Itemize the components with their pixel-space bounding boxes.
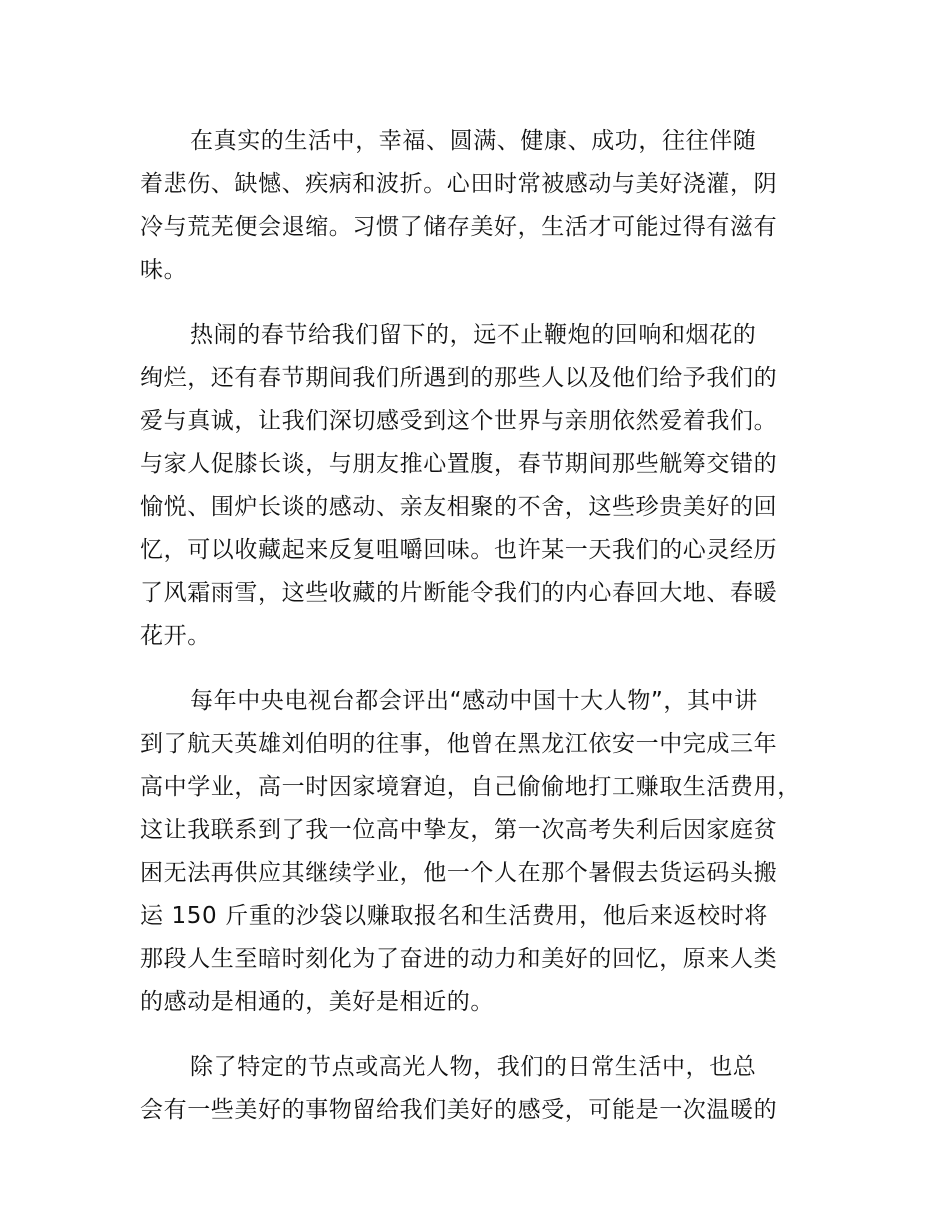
paragraph-line: 到了航天英雄刘伯明的往事，他曾在黑龙江依安一中完成三年	[140, 731, 778, 757]
paragraph-line: 除了特定的节点或高光人物，我们的日常生活中，也总	[190, 1054, 757, 1080]
paragraph-line: 热闹的春节给我们留下的，远不止鞭炮的回响和烟花的	[190, 322, 757, 348]
paragraph-line: 了风霜雨雪，这些收藏的片断能令我们的内心春回大地、春暖	[140, 580, 778, 606]
paragraph-line: 爱与真诚，让我们深切感受到这个世界与亲朋依然爱着我们。	[140, 408, 778, 434]
paragraph-line: 愉悦、围炉长谈的感动、亲友相聚的不舍，这些珍贵美好的回	[140, 494, 778, 520]
document-page	[140, 120, 830, 1154]
paragraph-line: 运 150 斤重的沙袋以赚取报名和生活费用，他后来返校时将	[140, 903, 768, 929]
paragraph-line: 的感动是相通的，美好是相近的。	[140, 989, 494, 1015]
paragraph-line: 着悲伤、缺憾、疾病和波折。心田时常被感动与美好浇灌，阴	[140, 171, 778, 197]
paragraph-line: 这让我联系到了我一位高中挚友，第一次高考失利后因家庭贫	[140, 817, 778, 843]
paragraph-2	[140, 314, 830, 658]
paragraph-line: 在真实的生活中，幸福、圆满、健康、成功，往往伴随	[190, 128, 757, 154]
paragraph-4	[140, 1046, 830, 1132]
paragraph-line: 高中学业，高一时因家境窘迫，自己偷偷地打工赚取生活费用，	[140, 774, 801, 800]
paragraph-line: 会有一些美好的事物留给我们美好的感受，可能是一次温暖的	[140, 1097, 778, 1123]
paragraph-line: 冷与荒芜便会退缩。习惯了储存美好，生活才可能过得有滋有	[140, 214, 778, 240]
paragraph-line: 每年中央电视台都会评出“感动中国十大人物”，其中讲	[190, 688, 758, 714]
paragraph-line: 那段人生至暗时刻化为了奋进的动力和美好的回忆，原来人类	[140, 946, 778, 972]
paragraph-line: 与家人促膝长谈，与朋友推心置腹，春节期间那些觥筹交错的	[140, 451, 778, 477]
paragraph-line: 忆，可以收藏起来反复咀嚼回味。也许某一天我们的心灵经历	[140, 537, 778, 563]
paragraph-line: 困无法再供应其继续学业，他一个人在那个暑假去货运码头搬	[140, 860, 778, 886]
paragraph-3	[140, 680, 830, 1024]
paragraph-line: 绚烂，还有春节期间我们所遇到的那些人以及他们给予我们的	[140, 365, 778, 391]
paragraph-line: 味。	[140, 257, 188, 283]
paragraph-line: 花开。	[140, 623, 211, 649]
paragraph-1	[140, 120, 830, 292]
